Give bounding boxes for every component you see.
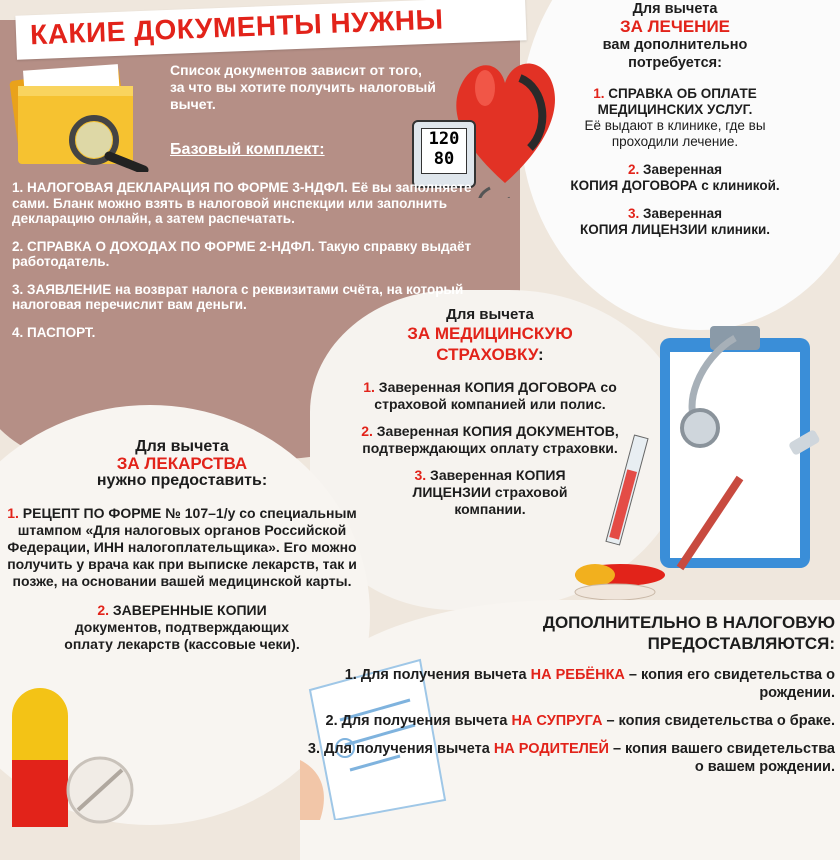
treatment-pre: Для вычета: [632, 1, 718, 17]
base-item-title: 3. ЗАЯВЛЕНИЕ: [12, 281, 112, 297]
base-intro: Список документов зависит от того, за что вы хотите получить налоговый вычет.: [170, 62, 436, 112]
drugs-post: нужно предоставить:: [96, 472, 268, 489]
drugs-item: 2. ЗАВЕРЕННЫЕ КОПИИ документов, подтверждающих оплату лекарств (кассовые чеки).: [64, 602, 300, 652]
insurance-section: Для вычета ЗА МЕДИЦИНСКУЮ СТРАХОВКУ: 1. Заверенная КОПИЯ ДОГОВОРА со страховой компанией или полис. 2. Заверенная КОПИЯ ДОКУМЕНТОВ, подтверждающих оплату страховки. 3. Заверенная КОПИЯ ЛИЦЕНЗИИ страховой компании.: [325, 306, 655, 518]
drugs-item: 1. РЕЦЕПТ ПО ФОРМЕ № 107–1/у со специальным штампом «Для налоговых органов Российской Федерации, ИНН налогоплательщика». Его можно получить у врача как при выписке лекарств, так и позже, на основании вашей медицинской карты.: [7, 505, 357, 589]
base-heading: Базовый комплект:: [170, 141, 325, 158]
page-title: КАКИЕ ДОКУМЕНТЫ НУЖНЫ: [29, 3, 444, 51]
extra-item: 2. Для получения вычета НА СУПРУГА – копия свидетельства о браке.: [325, 713, 835, 729]
tonometer-diastolic: 80: [433, 149, 455, 169]
base-item-title: 2. СПРАВКА О ДОХОДАХ ПО ФОРМЕ 2-НДФЛ.: [12, 238, 315, 254]
insurance-item: 2. Заверенная КОПИЯ ДОКУМЕНТОВ, подтверждающих оплату страховки.: [361, 423, 619, 456]
tonometer-screen: [421, 128, 467, 174]
treatment-highlight: ЗА ЛЕЧЕНИЕ: [619, 17, 731, 36]
treatment-section: [540, 0, 810, 238]
insurance-item: 3. Заверенная КОПИЯ ЛИЦЕНЗИИ страховой компании.: [412, 467, 568, 517]
base-item-title: 1. НАЛОГОВАЯ ДЕКЛАРАЦИЯ ПО ФОРМЕ 3-НДФЛ.: [12, 180, 348, 195]
treatment-item: 3. Заверенная КОПИЯ ЛИЦЕНЗИИ клиники.: [579, 206, 771, 237]
extra-section: [300, 612, 835, 776]
treatment-item: 2. Заверенная КОПИЯ ДОГОВОРА с клиникой.: [570, 162, 780, 193]
tonometer-icon: [412, 120, 476, 188]
capsule-icon: [0, 680, 150, 827]
base-item-title: 4. ПАСПОРТ.: [12, 324, 96, 340]
base-item: [12, 239, 482, 270]
insurance-pre: Для вычета: [446, 306, 534, 323]
base-item: [12, 180, 482, 227]
tonometer-systolic: 120: [428, 129, 460, 149]
drugs-highlight: ЗА ЛЕКАРСТВА: [116, 454, 248, 473]
base-item-text: Такую справку выдаёт работодатель.: [12, 238, 472, 269]
extra-item: 3. Для получения вычета НА РОДИТЕЛЕЙ – копия вашего свидетельства о вашем рождении.: [307, 741, 835, 775]
insurance-item: 1. Заверенная КОПИЯ ДОГОВОРА со страховой компанией или полис.: [363, 379, 617, 412]
insurance-highlight: ЗА МЕДИЦИНСКУЮ СТРАХОВКУ: [407, 324, 573, 364]
extra-heading: ДОПОЛНИТЕЛЬНО В НАЛОГОВУЮ ПРЕДОСТАВЛЯЮТСЯ:: [542, 613, 835, 653]
extra-item: 1. Для получения вычета НА РЕБЁНКА – копия его свидетельства о рождении.: [344, 667, 835, 701]
treatment-post: вам дополнительно потребуется:: [602, 37, 748, 71]
base-item-text: Её вы заполняете сами. Бланк можно взять в налоговой инспекции или заполнить декларацию онлайн, а затем распечатать.: [12, 180, 472, 226]
drugs-pre: Для вычета: [135, 438, 229, 455]
base-item-text: на возврат налога с реквизитами счёта, на который налоговая перечислит вам деньги.: [12, 281, 464, 312]
treatment-item: 1. СПРАВКА ОБ ОПЛАТЕ МЕДИЦИНСКИХ УСЛУГ. Её выдают в клинике, где вы проходили лечение.: [584, 86, 766, 149]
folder-icon: [4, 52, 164, 172]
